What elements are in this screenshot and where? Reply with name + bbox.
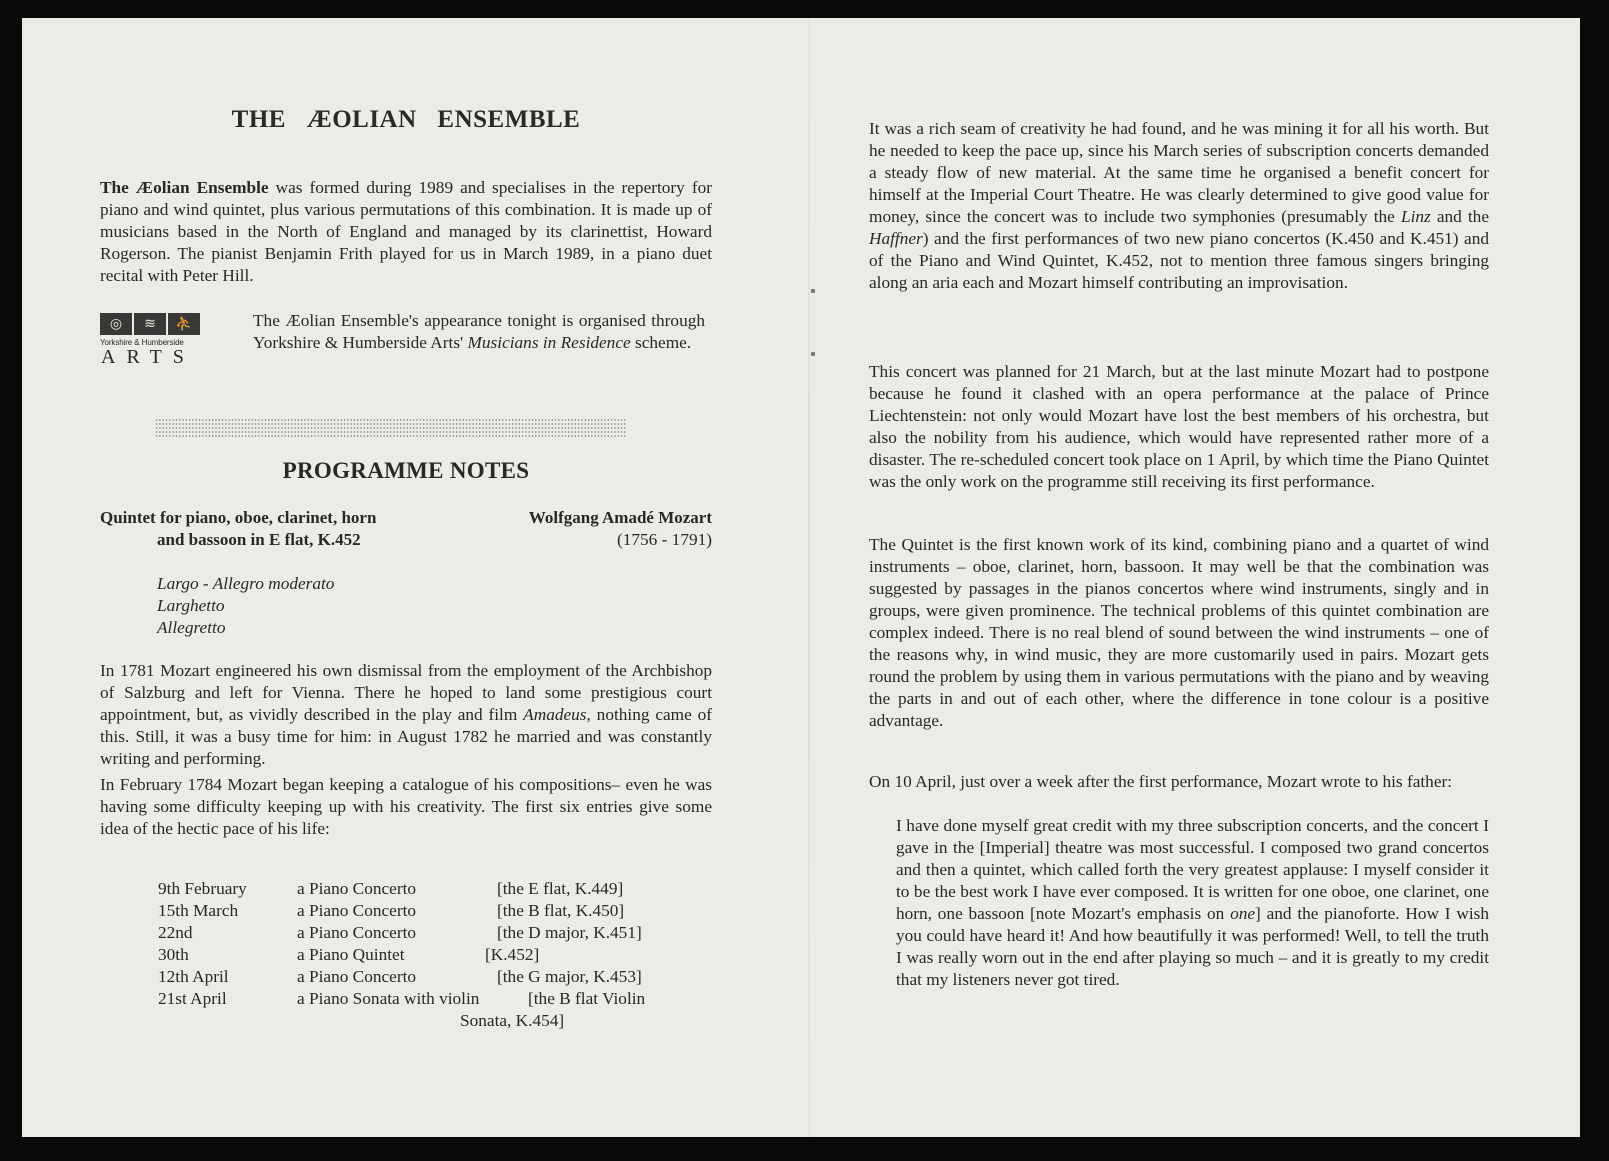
ensemble-name: The Æolian Ensemble: [100, 178, 269, 197]
symphony-linz: Linz: [1400, 207, 1431, 226]
yorkshire-humberside-arts-logo: [100, 313, 204, 367]
film-title: Amadeus: [523, 705, 587, 724]
ensemble-title: THE ÆOLIAN ENSEMBLE: [231, 106, 581, 133]
history-paragraph: [100, 660, 712, 770]
history-text-end: , nothing came of this. Still, it was a busy time for him: in August 1782 he married and was constantly writing and performing.: [100, 705, 713, 768]
catalogue-date: 30th: [158, 945, 189, 964]
para-text: It was a rich seam of creativity he had found, and he was mining it for all his worth. But he needed to keep the pace up, since his March series of subscription concerts demanded a steady flow of new material. At the same time he organised a benefit concert for himself at the Imperial Court Theatre. He was clearly determined to give good value for money, since the concert was to include two symphonies (presumably the: [869, 119, 1489, 226]
catalogue-note: [the D major, K.451]: [497, 923, 642, 942]
sponsor-note: [253, 310, 705, 354]
catalogue-note: [the G major, K.453]: [497, 967, 642, 986]
benefit-concert-paragraph: [869, 118, 1489, 294]
catalogue-table: [100, 878, 712, 1038]
catalogue-work: a Piano Sonata with violin: [297, 989, 480, 1008]
sponsor-text: The Æolian Ensemble's appearance tonight is organised through Yorkshire & Humberside Arts': [253, 311, 705, 352]
catalogue-date: 12th April: [158, 967, 229, 986]
quote-text: I have done myself great credit with my three subscription concerts, and the concert I gave in the [Imperial] theatre was most successful. I composed two grand concertos and then a quintet, which called forth the very greatest applause: I myself consider it to be the best work I have ever composed. It is written for one oboe, one clarinet, one horn, one bassoon [note Mozart's emphasis on: [896, 816, 1489, 923]
sponsor-text-end: scheme.: [630, 333, 692, 352]
catalogue-note: [the B flat, K.450]: [497, 901, 625, 920]
programme-sheet: [22, 18, 1580, 1137]
catalogue-note: [the E flat, K.449]: [497, 879, 624, 898]
catalogue-work: a Piano Concerto: [297, 901, 417, 920]
catalogue-work: a Piano Concerto: [297, 923, 417, 942]
spiral-icon: ◎: [100, 313, 132, 335]
work-title-line2: and bassoon in E flat, K.452: [157, 530, 361, 549]
ensemble-intro: [100, 177, 712, 287]
catalogue-paragraph: In February 1784 Mozart began keeping a catalogue of his compositions– even he was having some difficulty keeping up with his creativity. The first six entries give some idea of the hectic pace of his life:: [100, 775, 712, 838]
quintet-paragraph: The Quintet is the first known work of its kind, combining piano and a quartet of wind instruments – oboe, clarinet, horn, bassoon. It may well be that the combination was suggested by passages in the pianos concertos where wind instruments, singly and in groups, were given prominence. The technical problems of this quintet combination are complex indeed. There is no real blend of sound between the wind instruments – one of the reasons why, in wind music, they are more customarily used in pairs. Mozart gets round the problem by using them in various permutations with the piano and by weaving the parts in and out of each other, where the difference in tone colour is a positive advantage.: [869, 535, 1489, 730]
symphony-haffner: Haffner: [869, 229, 923, 248]
movements-list: [157, 573, 334, 639]
letter-quote: [896, 815, 1489, 991]
catalogue-note: [the B flat Violin: [528, 989, 646, 1008]
quote-text-end: ] and the pianoforte. How I wish you could have heard it! And how beautifully it was performed! Well, to tell the truth I was really worn out in the end after playing so much – and it is greatly to my credit that my listeners never got tired.: [896, 904, 1489, 989]
para-text: and the: [1430, 207, 1489, 226]
composer-dates: (1756 - 1791): [616, 530, 712, 549]
postponement-paragraph: This concert was planned for 21 March, but at the last minute Mozart had to postpone because he found it clashed with an opera performance at the palace of Prince Liechtenstein: not only would Mozart have lost the best members of his orchestra, but also the nobility from his audience, which would have represented rather more of a disaster. The re-scheduled concert took place on 1 April, by which time the Piano Quintet was the only work on the programme still receiving its first performance.: [869, 362, 1489, 491]
catalogue-date: 21st April: [158, 989, 227, 1008]
movement-item: Allegretto: [157, 618, 226, 637]
movement-item: Larghetto: [157, 596, 225, 615]
para-text: ) and the first performances of two new piano concertos (K.450 and K.451) and of the Piano and Wind Quintet, K.452, not to mention three famous singers bringing along an aria each and Mozart himself contributing an improvisation.: [869, 229, 1489, 292]
catalogue-date: 9th February: [158, 879, 247, 898]
catalogue-date: 15th March: [158, 901, 239, 920]
catalogue-note: [K.452]: [485, 945, 540, 964]
staple-bottom: [811, 352, 815, 356]
catalogue-date: 22nd: [158, 923, 193, 942]
waves-icon: ≋: [134, 313, 166, 335]
intro-text: was formed during 1989 and specialises in the repertory for piano and wind quintet, plus various permutations of this combination. It is made up of musicians based in the North of England and managed by its clarinettist, Howard Rogerson. The pianist Benjamin Frith played for us in March 1989, in a piano duet recital with Peter Hill.: [100, 178, 712, 285]
logo-wordmark: ARTS: [101, 346, 195, 368]
catalogue-note-continued: Sonata, K.454]: [460, 1011, 565, 1030]
logo-subtitle: Yorkshire & Humberside: [100, 338, 184, 347]
dancers-icon: ⛹: [168, 313, 200, 335]
centre-fold: [808, 18, 810, 1137]
staple-top: [811, 289, 815, 293]
work-title-line1: Quintet for piano, oboe, clarinet, horn: [100, 508, 377, 527]
composer-name: Wolfgang Amadé Mozart: [528, 508, 712, 527]
history-text: In 1781 Mozart engineered his own dismissal from the employment of the Archbishop of Salzburg and left for Vienna. There he hoped to land some prestigious court appointment, but, as vividly described in the play and film: [100, 661, 712, 724]
catalogue-work: a Piano Concerto: [297, 967, 417, 986]
catalogue-work: a Piano Concerto: [297, 879, 417, 898]
section-heading: PROGRAMME NOTES: [282, 458, 530, 483]
quote-emphasis: one: [1230, 904, 1256, 923]
dotted-divider: [155, 418, 627, 437]
letter-intro-paragraph: On 10 April, just over a week after the first performance, Mozart wrote to his father:: [869, 772, 1453, 791]
scheme-name: Musicians in Residence: [467, 333, 631, 352]
movement-item: Largo - Allegro moderato: [157, 574, 335, 593]
catalogue-work: a Piano Quintet: [297, 945, 405, 964]
